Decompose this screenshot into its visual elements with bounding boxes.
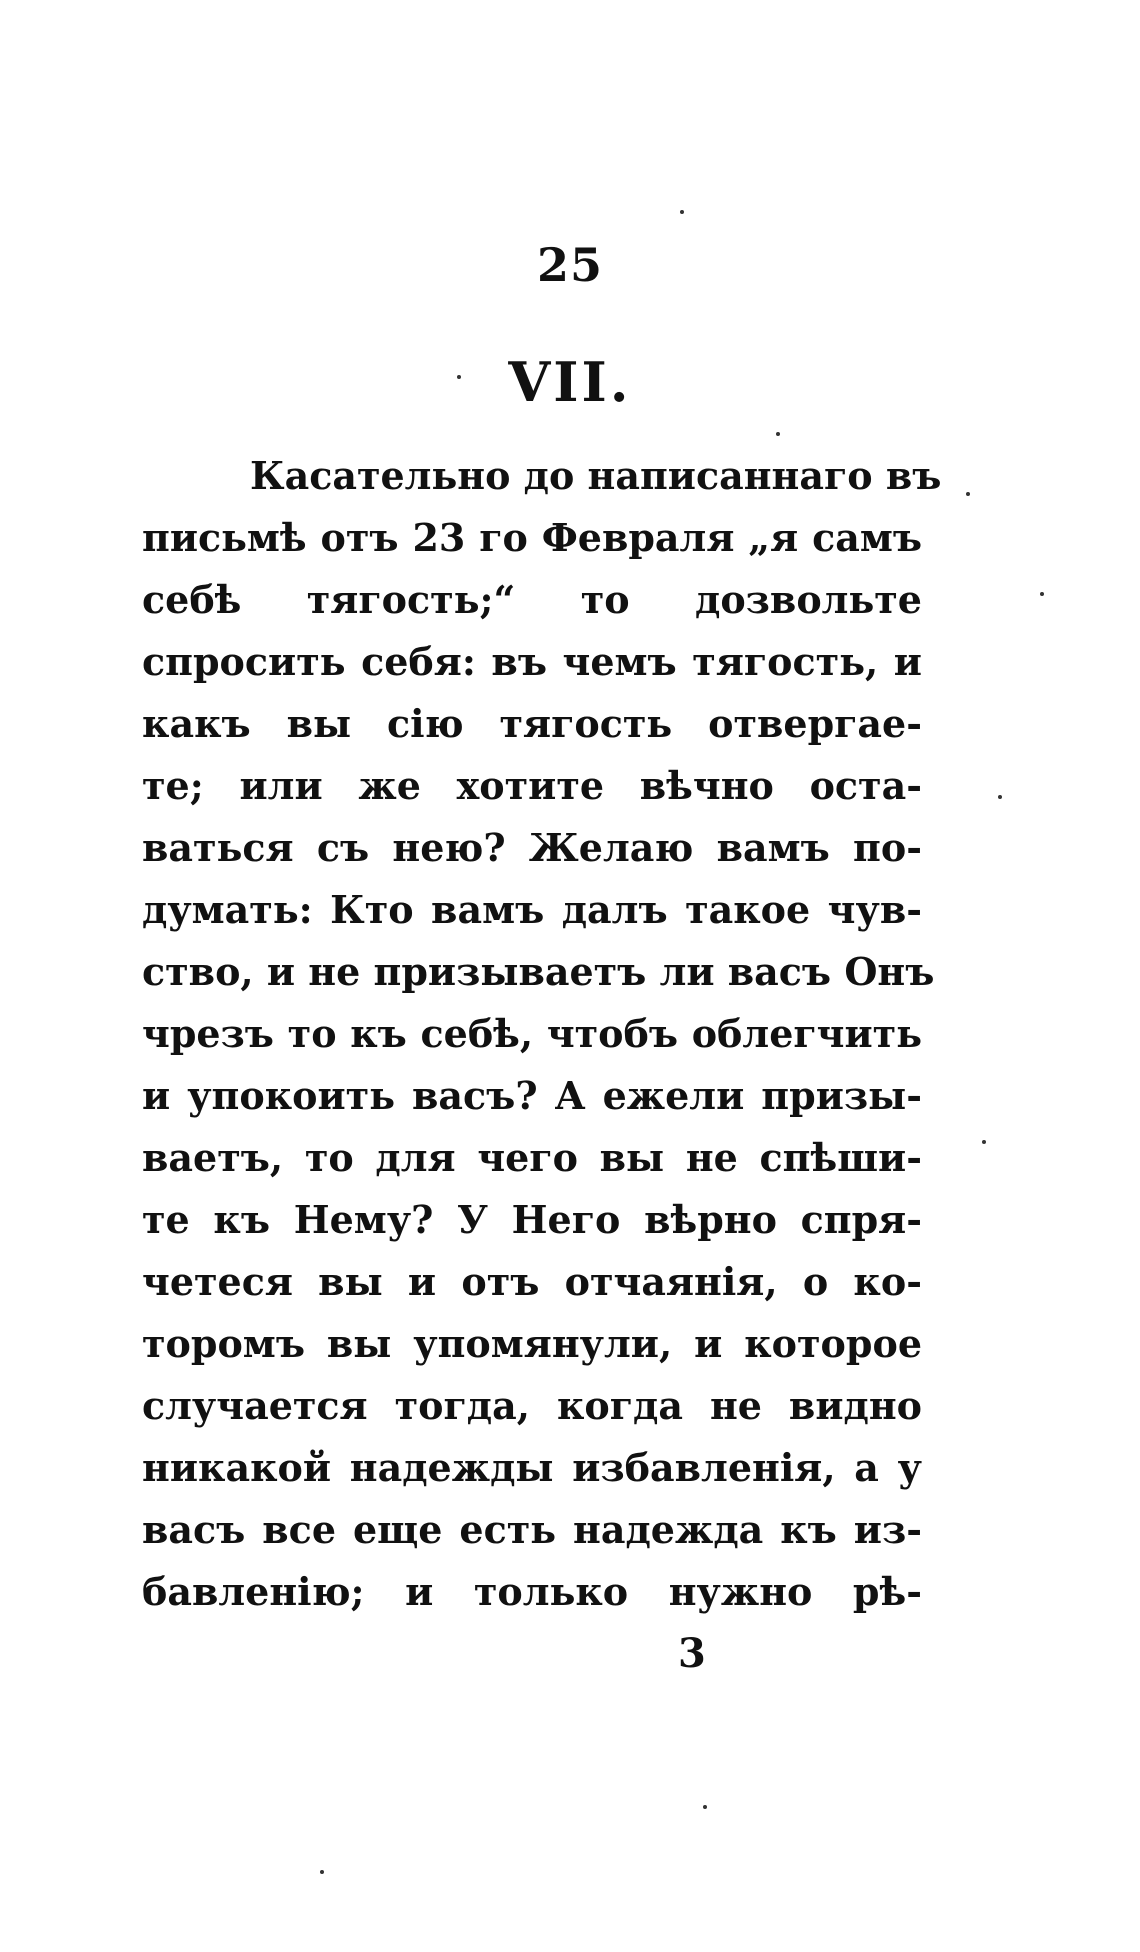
scan-speck	[680, 210, 684, 214]
scan-speck	[776, 432, 780, 436]
text-line: случается тогда, когда не видно	[142, 1383, 922, 1428]
text-line: те къ Нему? У Него вѣрно спря-	[142, 1197, 922, 1242]
text-line: и упокоить васъ? А ежели призы-	[142, 1073, 922, 1118]
page-number: 25	[536, 238, 603, 292]
text-line: ство, и не призываетъ ли васъ Онъ	[142, 949, 935, 994]
text-line: себѣ тягость;“ то дозвольте	[142, 577, 922, 622]
scan-speck	[998, 795, 1002, 799]
body-text	[142, 445, 942, 1623]
text-line: те; или же хотите вѣчно оста-	[142, 763, 922, 808]
text-line: какъ вы сію тягость отвергае-	[142, 701, 922, 746]
scan-speck	[1040, 592, 1044, 596]
text-line: ваться съ нею? Желаю вамъ по-	[142, 825, 922, 870]
chapter-heading: VII.	[508, 350, 632, 414]
signature-mark: 3	[678, 1630, 706, 1677]
text-line: письмѣ отъ 23 го Февраля „я самъ	[142, 515, 922, 560]
text-line: Касательно до написаннаго въ	[250, 453, 942, 498]
text-line: четеся вы и отъ отчаянія, о ко-	[142, 1259, 922, 1304]
text-line: торомъ вы упомянули, и которое	[142, 1321, 922, 1366]
text-line: ваетъ, то для чего вы не спѣши-	[142, 1135, 922, 1180]
scan-speck	[457, 375, 461, 379]
scan-speck	[982, 1140, 986, 1144]
text-line: спросить себя: въ чемъ тягость, и	[142, 639, 922, 684]
scan-speck	[966, 492, 970, 496]
text-line: думать: Кто вамъ далъ такое чув-	[142, 887, 922, 932]
scan-speck	[320, 1870, 324, 1874]
text-line: чрезъ то къ себѣ, чтобъ облегчить	[142, 1011, 922, 1056]
scan-speck	[703, 1805, 707, 1809]
text-line: васъ все еще есть надежда къ из-	[142, 1507, 922, 1552]
text-line: бавленію; и только нужно рѣ-	[142, 1569, 922, 1614]
text-line: никакой надежды избавленія, а у	[142, 1445, 922, 1490]
